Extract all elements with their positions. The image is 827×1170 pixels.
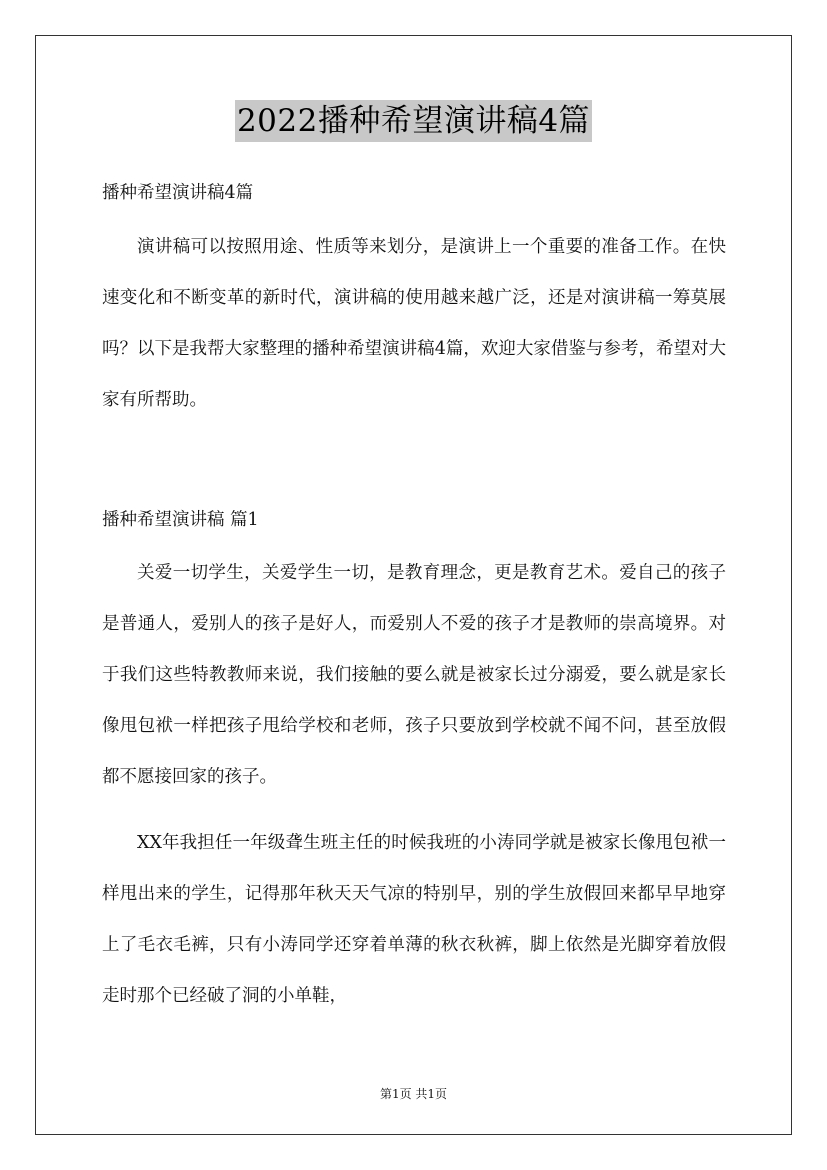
section-heading: 播种希望演讲稿 篇1 <box>102 510 259 530</box>
document-subtitle: 播种希望演讲稿4篇 <box>102 183 254 203</box>
body-paragraph: XX年我担任一年级聋生班主任的时候我班的小涛同学就是被家长像甩包袱一样甩出来的学生，记得那年秋天天气凉的特别早，别的学生放假回来都早早地穿上了毛衣毛裤，只有小涛同学还穿着单薄的秋衣秋裤，脚上依然是光脚穿着放假走时那个已经破了洞的小单鞋， <box>102 833 726 1006</box>
intro-paragraph: 演讲稿可以按照用途、性质等来划分，是演讲上一个重要的准备工作。在快速变化和不断变革的新时代，演讲稿的使用越来越广泛，还是对演讲稿一筹莫展吗？以下是我帮大家整理的播种希望演讲稿4篇，欢迎大家借鉴与参考，希望对大家有所帮助。 <box>102 237 726 410</box>
body-paragraph: 关爱一切学生，关爱学生一切，是教育理念，更是教育艺术。爱自己的孩子是普通人，爱别人的孩子是好人，而爱别人不爱的孩子才是教师的崇高境界。对于我们这些特教教师来说，我们接触的要么就是被家长过分溺爱，要么就是家长像甩包袱一样把孩子甩给学校和老师，孩子只要放到学校就不闻不问，甚至放假都不愿接回家的孩子。 <box>102 563 726 787</box>
title-container <box>0 100 827 142</box>
document-title: 2022播种希望演讲稿4篇 <box>235 100 592 142</box>
page-footer: 第1页 共1页 <box>379 1087 448 1101</box>
